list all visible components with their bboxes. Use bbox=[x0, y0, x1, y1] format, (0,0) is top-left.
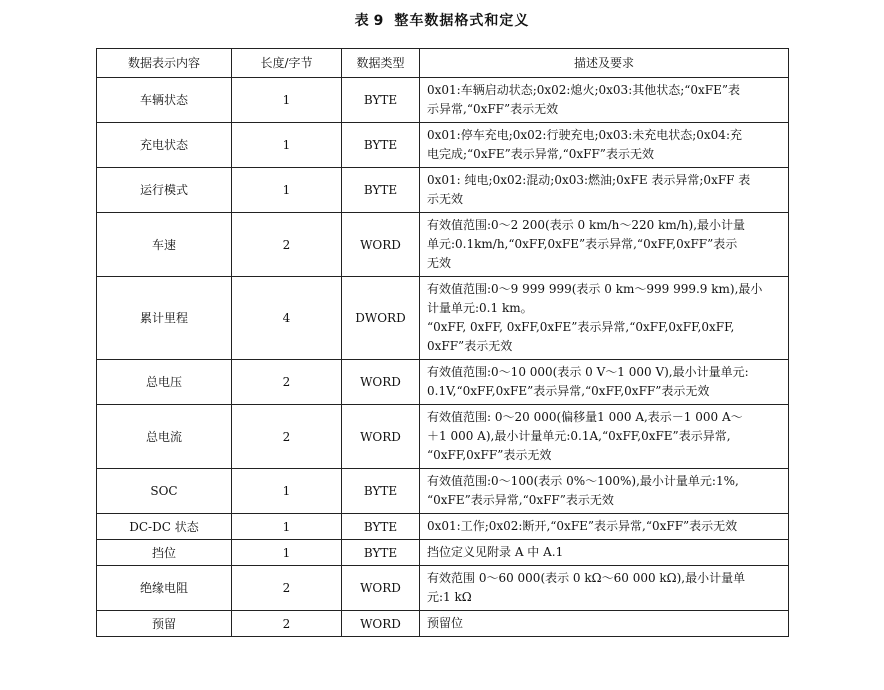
cell-content-name: 绝缘电阻 bbox=[97, 566, 232, 611]
table-row bbox=[97, 405, 789, 469]
table-title bbox=[0, 10, 884, 30]
description-line: 0x01:车辆启动状态;0x02:熄火;0x03:其他状态;“0xFE”表 bbox=[427, 83, 741, 97]
header-type: 数据类型 bbox=[342, 49, 420, 78]
description-line: 0x01: 纯电;0x02:混动;0x03:燃油;0xFE 表示异常;0xFF 表 bbox=[427, 173, 751, 187]
description-line: 电完成;“0xFE”表示异常,“0xFF”表示无效 bbox=[427, 147, 654, 161]
cell-description bbox=[420, 168, 789, 213]
table-header-row bbox=[97, 49, 789, 78]
cell-content-name: 运行模式 bbox=[97, 168, 232, 213]
table-row bbox=[97, 514, 789, 540]
cell-description bbox=[420, 514, 789, 540]
table-row bbox=[97, 213, 789, 277]
cell-length: 4 bbox=[232, 277, 342, 360]
cell-description bbox=[420, 360, 789, 405]
cell-length: 1 bbox=[232, 514, 342, 540]
description-line: ＋1 000 A),最小计量单元:0.1A,“0xFF,0xFE”表示异常, bbox=[427, 429, 731, 443]
cell-content-name: 车速 bbox=[97, 213, 232, 277]
table-title-prefix: 表 bbox=[354, 13, 370, 29]
cell-length: 1 bbox=[232, 168, 342, 213]
description-line: 挡位定义见附录 A 中 A.1 bbox=[427, 545, 564, 559]
cell-data-type: BYTE bbox=[342, 514, 420, 540]
cell-content-name: 车辆状态 bbox=[97, 78, 232, 123]
cell-description bbox=[420, 540, 789, 566]
description-line: “0xFF, 0xFF, 0xFF,0xFE”表示异常,“0xFF,0xFF,0xFF, bbox=[427, 320, 735, 334]
description-line: 示异常,“0xFF”表示无效 bbox=[427, 102, 559, 116]
description-line: 元:1 kΩ bbox=[427, 590, 472, 604]
cell-length: 1 bbox=[232, 78, 342, 123]
cell-description bbox=[420, 469, 789, 514]
cell-data-type: WORD bbox=[342, 360, 420, 405]
table-title-text: 整车数据格式和定义 bbox=[394, 13, 530, 29]
cell-length: 1 bbox=[232, 123, 342, 168]
cell-data-type: BYTE bbox=[342, 540, 420, 566]
cell-data-type: WORD bbox=[342, 405, 420, 469]
cell-description bbox=[420, 611, 789, 637]
cell-data-type: BYTE bbox=[342, 123, 420, 168]
table-row bbox=[97, 469, 789, 514]
header-content: 数据表示内容 bbox=[97, 49, 232, 78]
description-line: 计量单元:0.1 km。 bbox=[427, 301, 533, 315]
cell-content-name: SOC bbox=[97, 469, 232, 514]
cell-content-name: 总电压 bbox=[97, 360, 232, 405]
description-line: 单元:0.1km/h,“0xFF,0xFE”表示异常,“0xFF,0xFF”表示 bbox=[427, 237, 738, 251]
description-line: “0xFE”表示异常,“0xFF”表示无效 bbox=[427, 493, 614, 507]
description-line: 0x01:工作;0x02:断开,“0xFE”表示异常,“0xFF”表示无效 bbox=[427, 519, 738, 533]
description-line: 有效范围 0～60 000(表示 0 kΩ～60 000 kΩ),最小计量单 bbox=[427, 571, 746, 585]
description-line: 预留位 bbox=[427, 616, 464, 630]
description-line: 0.1V,“0xFF,0xFE”表示异常,“0xFF,0xFF”表示无效 bbox=[427, 384, 710, 398]
table-row bbox=[97, 277, 789, 360]
cell-content-name: 累计里程 bbox=[97, 277, 232, 360]
cell-length: 1 bbox=[232, 540, 342, 566]
cell-description bbox=[420, 405, 789, 469]
cell-length: 2 bbox=[232, 611, 342, 637]
description-line: 示无效 bbox=[427, 192, 464, 206]
description-line: 0x01:停车充电;0x02:行驶充电;0x03:未充电状态;0x04:充 bbox=[427, 128, 742, 142]
description-line: 有效值范围:0～10 000(表示 0 V～1 000 V),最小计量单元: bbox=[427, 365, 749, 379]
description-line: 无效 bbox=[427, 256, 452, 270]
cell-content-name: 总电流 bbox=[97, 405, 232, 469]
cell-length: 2 bbox=[232, 213, 342, 277]
cell-length: 2 bbox=[232, 405, 342, 469]
table-row bbox=[97, 123, 789, 168]
cell-description bbox=[420, 123, 789, 168]
cell-data-type: WORD bbox=[342, 566, 420, 611]
cell-length: 2 bbox=[232, 360, 342, 405]
description-line: 有效值范围:0～100(表示 0%～100%),最小计量单元:1%, bbox=[427, 474, 739, 488]
table-row bbox=[97, 168, 789, 213]
table-row bbox=[97, 540, 789, 566]
table-row bbox=[97, 360, 789, 405]
cell-content-name: 预留 bbox=[97, 611, 232, 637]
header-description: 描述及要求 bbox=[420, 49, 789, 78]
cell-data-type: WORD bbox=[342, 611, 420, 637]
cell-content-name: 挡位 bbox=[97, 540, 232, 566]
description-line: 有效值范围:0～9 999 999(表示 0 km～999 999.9 km),最小 bbox=[427, 282, 763, 296]
table-row bbox=[97, 611, 789, 637]
vehicle-data-table bbox=[96, 48, 789, 637]
table-row bbox=[97, 78, 789, 123]
cell-data-type: DWORD bbox=[342, 277, 420, 360]
cell-content-name: DC-DC 状态 bbox=[97, 514, 232, 540]
table-title-number: 9 bbox=[373, 13, 385, 29]
cell-length: 1 bbox=[232, 469, 342, 514]
cell-data-type: BYTE bbox=[342, 78, 420, 123]
table-row bbox=[97, 566, 789, 611]
cell-description bbox=[420, 566, 789, 611]
description-line: “0xFF,0xFF”表示无效 bbox=[427, 448, 552, 462]
cell-data-type: WORD bbox=[342, 213, 420, 277]
cell-length: 2 bbox=[232, 566, 342, 611]
cell-description bbox=[420, 78, 789, 123]
cell-description bbox=[420, 213, 789, 277]
cell-description bbox=[420, 277, 789, 360]
cell-data-type: BYTE bbox=[342, 469, 420, 514]
header-length: 长度/字节 bbox=[232, 49, 342, 78]
cell-data-type: BYTE bbox=[342, 168, 420, 213]
description-line: 0xFF”表示无效 bbox=[427, 339, 513, 353]
description-line: 有效值范围: 0～20 000(偏移量1 000 A,表示－1 000 A～ bbox=[427, 410, 743, 424]
cell-content-name: 充电状态 bbox=[97, 123, 232, 168]
description-line: 有效值范围:0～2 200(表示 0 km/h～220 km/h),最小计量 bbox=[427, 218, 746, 232]
